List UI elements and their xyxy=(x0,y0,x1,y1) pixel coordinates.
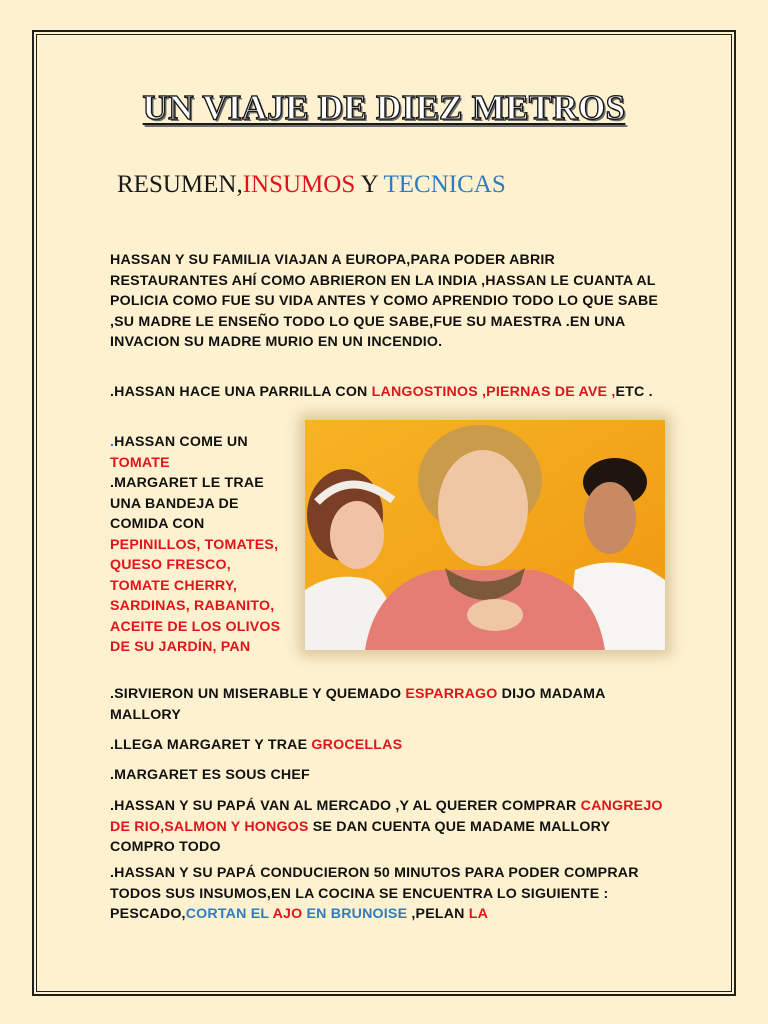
paragraph-grill xyxy=(110,382,670,403)
paragraph-sous-chef: .MARGARET ES SOUS CHEF xyxy=(110,767,310,783)
paragraph-tomato-tray xyxy=(110,432,290,658)
p3-dot: . xyxy=(110,434,115,450)
p8-ajo: AJO xyxy=(272,906,303,922)
p7-ingredients: CANGREJO DE RIO,SALMON Y HONGOS xyxy=(110,798,663,835)
paragraph-asparagus xyxy=(110,684,670,725)
p8-brunoise: EN BRUNOISE xyxy=(302,906,408,922)
p8-la: LA xyxy=(468,906,489,922)
p3-ingredients: PEPINILLOS, TOMATES, QUESO FRESCO, TOMATE CHERRY, SARDINAS, RABANITO, ACEITE DE LOS OLIVOS DE SU JARDÍN, PAN xyxy=(110,536,281,655)
p5-grocellas: GROCELLAS xyxy=(311,737,403,753)
p3-text-a: HASSAN COME UN xyxy=(114,434,248,450)
left-woman-face xyxy=(330,501,384,569)
p5-text-a: .LLEGA MARGARET Y TRAE xyxy=(110,737,312,753)
p7-text-a: .HASSAN Y SU PAPÁ VAN AL MERCADO ,Y AL QUERER COMPRAR xyxy=(110,798,581,814)
p4-text-a: .SIRVIERON UN MISERABLE Y QUEMADO xyxy=(110,686,406,702)
paragraph-grocellas xyxy=(110,735,670,756)
paragraph-family-travel: HASSAN Y SU FAMILIA VIAJAN A EUROPA,PARA PODER ABRIR RESTAURANTES AHÍ COMO ABRIERON EN LA INDIA ,HASSAN LE CUANTA AL POLICIA COMO FUE SU VIDA ANTES Y COMO APRENDIO TODO LO QUE SABE ,SU MADRE LE ENSEÑO TODO LO QUE SABE,FUE SU MAESTRA .EN UNA INVACION SU MADRE MURIO EN UN INCENDIO. xyxy=(110,252,659,350)
p8-cortan: CORTAN EL xyxy=(185,906,273,922)
p4-text-b: DIJO MADAMA MALLORY xyxy=(110,686,606,723)
p2-ingredients: LANGOSTINOS ,PIERNAS DE AVE , xyxy=(371,384,616,400)
center-woman-face xyxy=(438,450,528,566)
p8-text-b: ,PELAN xyxy=(407,906,469,922)
p4-asparagus: ESPARRAGO xyxy=(405,686,498,702)
right-man-face xyxy=(584,482,636,554)
movie-poster-illustration xyxy=(305,420,665,650)
movie-poster-photo xyxy=(305,420,665,650)
subtitle-part-insumos: INSUMOS xyxy=(242,171,356,198)
document-subtitle xyxy=(117,170,506,200)
p2-text-b: ETC . xyxy=(615,384,653,400)
subtitle-part-y: Y xyxy=(355,171,384,198)
p8-text-a: .HASSAN Y SU PAPÁ CONDUCIERON 50 MINUTOS PARA PODER COMPRAR TODOS SUS INSUMOS,EN LA COCINA SE ENCUENTRA LO SIGUIENTE : PESCADO, xyxy=(110,865,639,922)
paragraph-kitchen xyxy=(110,863,670,925)
subtitle-part-resumen: RESUMEN, xyxy=(117,171,243,198)
paragraph-market xyxy=(110,796,670,858)
center-woman-hands xyxy=(467,599,523,631)
document-title: UN VIAJE DE DIEZ METROS xyxy=(142,88,626,127)
p7-text-b: SE DAN CUENTA QUE MADAME MALLORY COMPRO TODO xyxy=(110,818,610,855)
p3-tomato: TOMATE xyxy=(110,454,170,471)
p2-text-a: .HASSAN HACE UNA PARRILLA CON xyxy=(110,384,372,400)
p3-text-b: .MARGARET LE TRAE UNA BANDEJA DE COMIDA CON xyxy=(110,475,264,532)
subtitle-part-tecnicas: TECNICAS xyxy=(383,171,506,198)
